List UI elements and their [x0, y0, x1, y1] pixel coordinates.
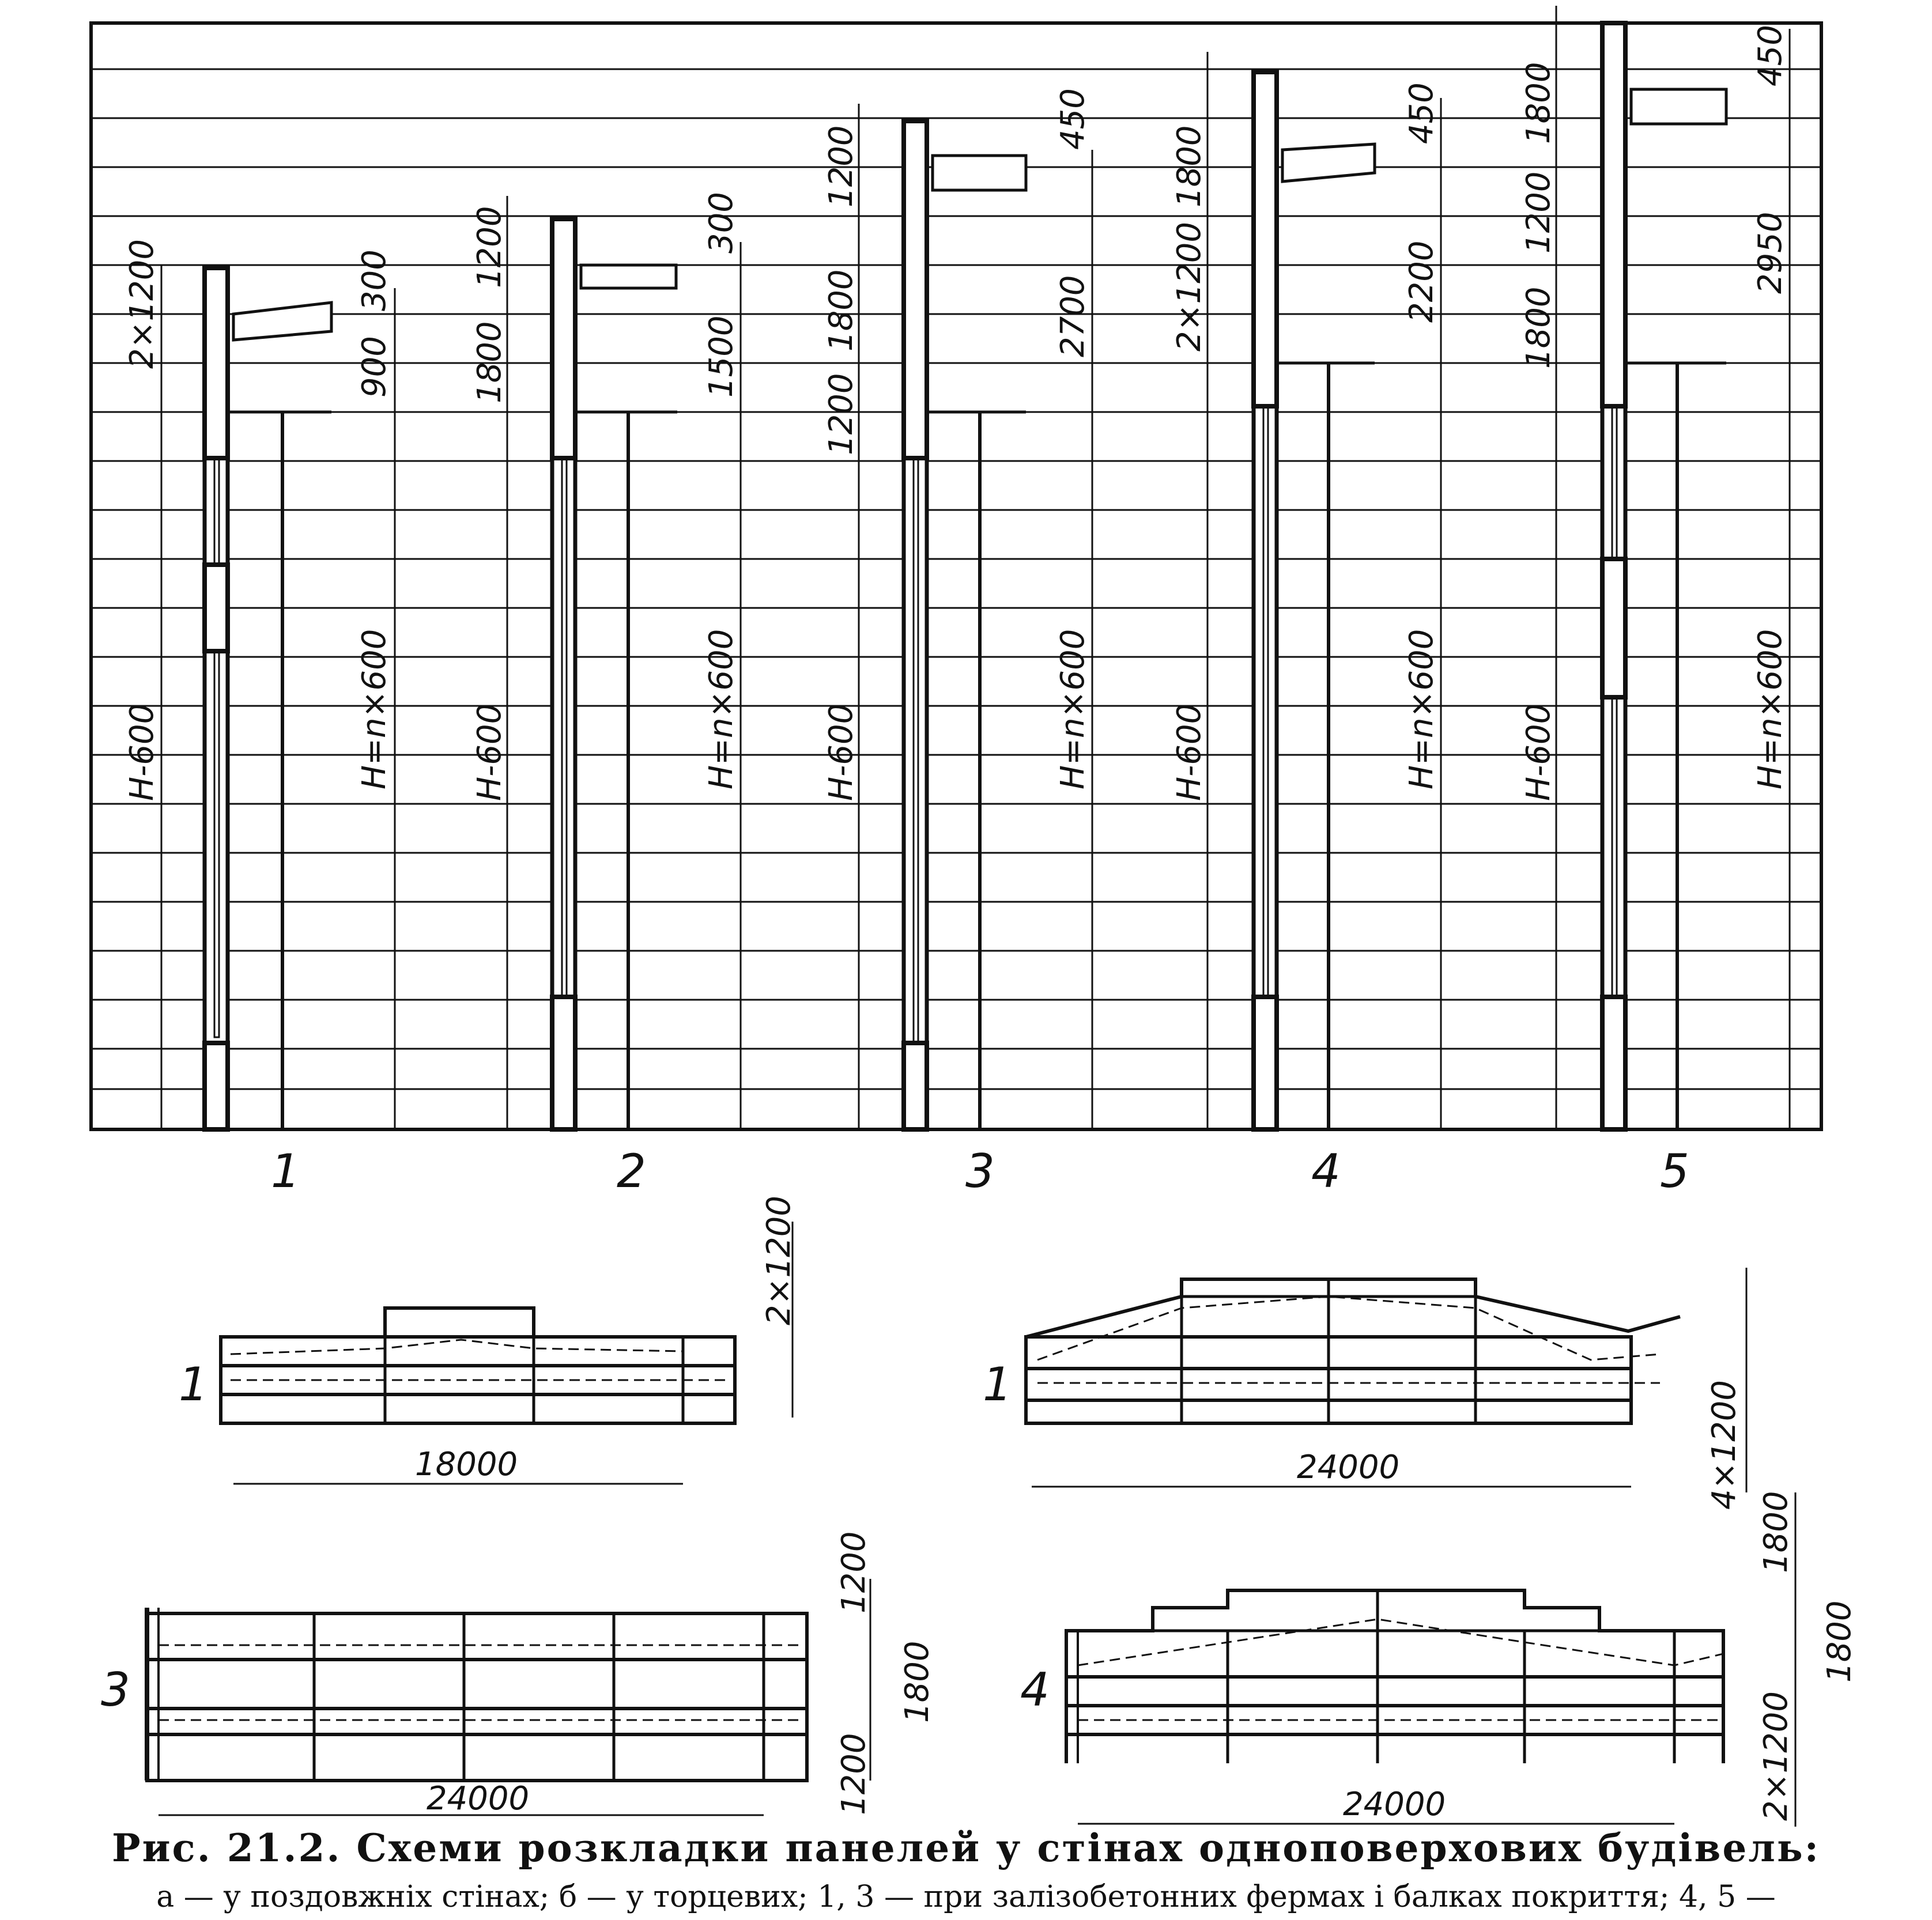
section-5-dim-1800-top: 1800: [1520, 62, 1557, 144]
section-2-dim-1500: 1500: [703, 315, 740, 398]
end-wall-4-24000-span: 24000: [1343, 1786, 1446, 1823]
section-3-dim-2700: 2700: [1054, 275, 1092, 357]
section-5-panel-mid: [1602, 559, 1625, 697]
section-2-number: 2: [617, 1144, 646, 1198]
section-5-dim-h-600: H-600: [1520, 703, 1557, 801]
section-3-panel-bottom: [904, 1043, 927, 1129]
section-2-dim-1800: 1800: [471, 321, 508, 403]
section-1-truss: [233, 303, 331, 340]
end-wall-3-24000: [101, 1531, 936, 1817]
section-4: [1171, 52, 1441, 1198]
section-4-dim-450: 450: [1403, 82, 1440, 144]
section-2-dim-h-600: H-600: [471, 703, 508, 801]
section-2-panel-top: [552, 219, 575, 458]
section-3-beam: [933, 156, 1026, 190]
section-3-number: 3: [965, 1144, 995, 1198]
section-2: [471, 192, 741, 1198]
section-1-dim-h-600: H-600: [123, 703, 161, 801]
section-2-panel-bottom: [552, 997, 575, 1129]
section-3-panel-top: [904, 121, 927, 458]
end-wall-4-dim-1800-top: 1800: [1757, 1491, 1795, 1573]
section-1-panel-bottom: [205, 1043, 228, 1129]
section-4-panel-bottom: [1254, 997, 1277, 1129]
section-1-number: 1: [271, 1144, 300, 1198]
section-5-panel-top: [1602, 23, 1625, 406]
section-4-dim-1800: 1800: [1171, 125, 1208, 207]
section-5-number: 5: [1660, 1144, 1689, 1198]
end-wall-1-24000-span: 24000: [1297, 1449, 1400, 1486]
end-wall-3-24000-span: 24000: [427, 1780, 530, 1817]
section-1-window-strip: [214, 455, 219, 1037]
section-5-dim-1800-bottom: 1800: [1520, 286, 1557, 369]
section-1-dim-300: 300: [356, 250, 393, 311]
section-2-dim-300: 300: [703, 192, 740, 254]
section-5: [1520, 6, 1790, 1198]
end-wall-4-dim-2x1200: 2×1200: [1757, 1691, 1795, 1821]
end-wall-4-dim-1800-mid: 1800: [1821, 1600, 1858, 1683]
section-3-dim-1200-top: 1200: [822, 125, 860, 207]
end-wall-1-24000-number: 1: [983, 1358, 1012, 1411]
section-2-dim-1200: 1200: [471, 206, 508, 288]
section-1-dim-900: 900: [356, 336, 393, 398]
figure-caption-subtitle: а — у поздовжніх стінах; б — у торцевих; 1, 3 — при залізобетонних фермах і балках покриття; 4, 5 —: [156, 1880, 1776, 1914]
end-wall-3-24000-number: 3: [101, 1663, 130, 1717]
section-3-dim-450: 450: [1054, 88, 1092, 150]
end-wall-1-24000: [983, 1268, 1746, 1510]
end-wall-3-dim-1200-bottom: 1200: [835, 1733, 873, 1815]
section-1-dim-2x1200: 2×1200: [123, 239, 161, 369]
section-3-dim-h-600: H-600: [822, 703, 860, 801]
section-5-beam: [1631, 89, 1726, 124]
section-2-beam: [581, 265, 676, 288]
end-wall-4-24000: [1020, 1491, 1858, 1827]
section-3-dim-1200-bottom: 1200: [822, 373, 860, 455]
section-5-panel-bottom: [1602, 997, 1625, 1129]
end-wall-3-dim-1200-top: 1200: [835, 1531, 873, 1613]
section-3-dim-h-n600: H=n×600: [1054, 629, 1092, 789]
section-4-dim-2x1200: 2×1200: [1171, 221, 1208, 352]
section-4-dim-h-600: H-600: [1171, 703, 1208, 801]
end-wall-1-18000-dim: 2×1200: [760, 1195, 798, 1325]
section-4-number: 4: [1311, 1144, 1341, 1198]
section-1-dim-h-n600: H=n×600: [356, 629, 393, 789]
end-wall-1-18000-span: 18000: [415, 1446, 518, 1483]
end-wall-3-dim-1800: 1800: [899, 1641, 936, 1723]
section-4-truss: [1282, 144, 1375, 182]
section-5-dim-1200: 1200: [1520, 171, 1557, 254]
section-4-dim-h-n600: H=n×600: [1403, 629, 1440, 789]
section-1-panel-top: [205, 268, 228, 458]
section-4-dim-2200: 2200: [1403, 240, 1440, 323]
section-5-dim-h-n600: H=n×600: [1752, 629, 1789, 789]
section-5-dim-450: 450: [1752, 25, 1789, 86]
end-wall-1-18000-number: 1: [179, 1358, 208, 1411]
section-1-panel-mid: [205, 565, 228, 651]
end-wall-1-18000-monitor: [385, 1308, 534, 1337]
end-wall-1-24000-dim: 4×1200: [1705, 1379, 1743, 1510]
section-5-dim-2950: 2950: [1752, 211, 1789, 294]
section-3: [822, 88, 1092, 1198]
section-1: [123, 239, 395, 1198]
section-2-dim-h-n600: H=n×600: [703, 629, 740, 789]
section-3-dim-1800: 1800: [822, 269, 860, 352]
figure-caption-title: Рис. 21.2. Схеми розкладки панелей у стінах одноповерхових будівель:: [111, 1825, 1821, 1870]
end-wall-1-18000: [179, 1196, 798, 1484]
end-wall-4-24000-number: 4: [1020, 1663, 1050, 1717]
section-4-panel-top: [1254, 72, 1277, 406]
